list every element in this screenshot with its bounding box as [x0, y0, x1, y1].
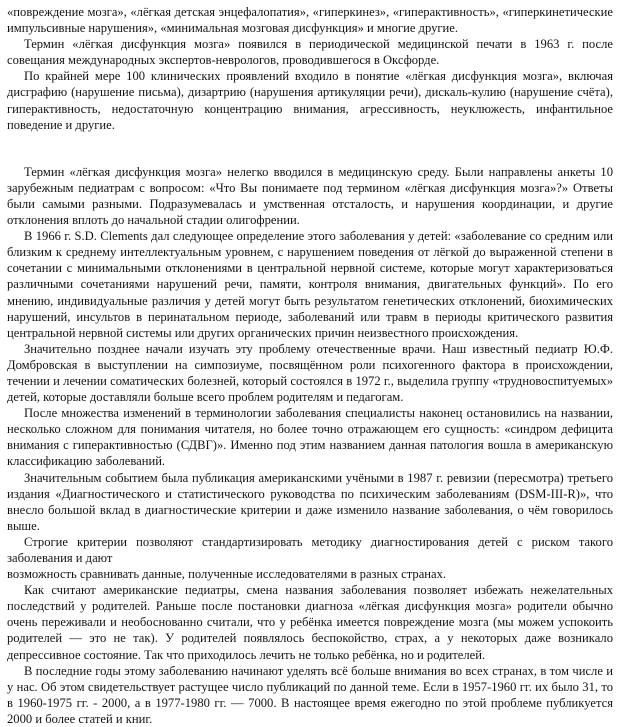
paragraph-continuation: возможность сравнивать данные, полученные исследователями в разных странах.: [7, 567, 447, 582]
paragraph: Термин «лёгкая дисфункция мозга» нелегко вводился в медицинскую среду. Были направлены анкеты 10 зарубежным педиатрам с вопросом: «Что Вы понимаете под термином «лёгкая дисфункция мозга»?» Ответы были самыми разными. Подразумевалась и умственная отсталость, и нарушения координации, и другие отклонения вплоть до начальной стадии олигофрении.: [7, 164, 613, 228]
paragraph: По крайней мере 100 клинических проявлений входило в понятие «лёгкая дисфункция мозга», включая дисграфию (нарушение письма), дизартрию (нарушения артикуляции речи), дискаль-кулию (нарушение счёта), гиперактивность, недостаточную концентрацию внимания, агрессивность, неуклюжесть, инфантильное поведение и другие.: [7, 69, 613, 132]
paragraph: В последние годы этому заболеванию начинают уделять всё больше внимания во всех странах, в том числе и у нас. Об этом свидетельствует растущее число публикаций по данной теме. Если в 1957-1960 гг. их было 31, то в 1960-1975 гг. - 2000, а в 1977-1980 гг. — 7000. В настоящее время ежегодно по этой проблеме публикуется 2000 и более статей и книг.: [7, 663, 613, 726]
paragraph: Как считают американские педиатры, смена названия заболевания позволяет избежать нежелательных последствий у родителей. Раньше после постановки диагноза «лёгкая дисфункция мозга» родители обычно очень переживали и необоснованно считали, что у ребёнка имеется повреждение мозга (мы можем успокоить родителей — это не так). У родителей появлялось беспокойство, страх, а у некоторых даже возникало депрессивное состояние. Так что приходилось лечить не только ребёнка, но и родителей.: [7, 583, 613, 662]
paragraph-continuation: «повреждение мозга», «лёгкая детская энцефалопатия», «гиперкинез», «гиперактивность», «гиперкинетические импульсивные нарушения», «минимальная мозговая дисфункция» и многие другие.: [7, 5, 613, 36]
paragraph: Значительным событием была публикация американскими учёными в 1987 г. ревизии (пересмотра) третьего издания «Диагностического и статистического руководства по психическим заболеваниям (DSM-III-R)», что внесло большой вклад в диагностические критерии и даже изменило название заболевания, о чём говорилось выше.: [7, 470, 613, 533]
paragraph: Термин «лёгкая дисфункция мозга» появился в периодической медицинской печати в 1963 г. после совещания международных экспертов-неврологов, проводившегося в Оксфорде.: [7, 37, 613, 68]
paragraph: Строгие критерии позволяют стандартизировать методику диагностирования детей с риском такого заболевания и дают: [7, 534, 613, 565]
paragraph: В 1966 г. S.D. Clements дал следующее определение этого заболевания у детей: «заболевание со средним или близким к среднему интеллектуальным уровнем, с нарушением поведения от лёгкой до выраженной степени в сочетании с минимальными отклонениями в центральной нервной системе, которые могут характеризоваться различными сочетаниями нарушений речи, памяти, контроля внимания, двигательных функций». По его мнению, индивидуальные различия у детей могут быть результатом генетических отклонений, биохимических нарушений, инсультов в перинатальном периоде, заболеваний или травм в периоды критического развития центральной нервной системы или других органических причин неизвестного происхождения.: [7, 229, 613, 340]
paragraph: Значительно позднее начали изучать эту проблему отечественные врачи. Наш известный педиатр Ю.Ф. Домбровская в выступлении на симпозиуме, посвящённом роли психогенного фактора в происхождении, течении и лечении соматических болезней, который состоялся в 1972 г., выделила группу «трудновоспитуемых» детей, которые доставляли больше всего проблем родителям и педагогам.: [7, 341, 613, 405]
paragraph: После множества изменений в терминологии заболевания специалисты наконец остановились на названии, несколько сложном для понимания читателя, но более точно отражающем его сущность: «синдром дефицита внимания с гиперактивностью (СДВГ)». Именно под этим названием данная патология вошла в американскую классификацию заболеваний.: [7, 406, 613, 469]
